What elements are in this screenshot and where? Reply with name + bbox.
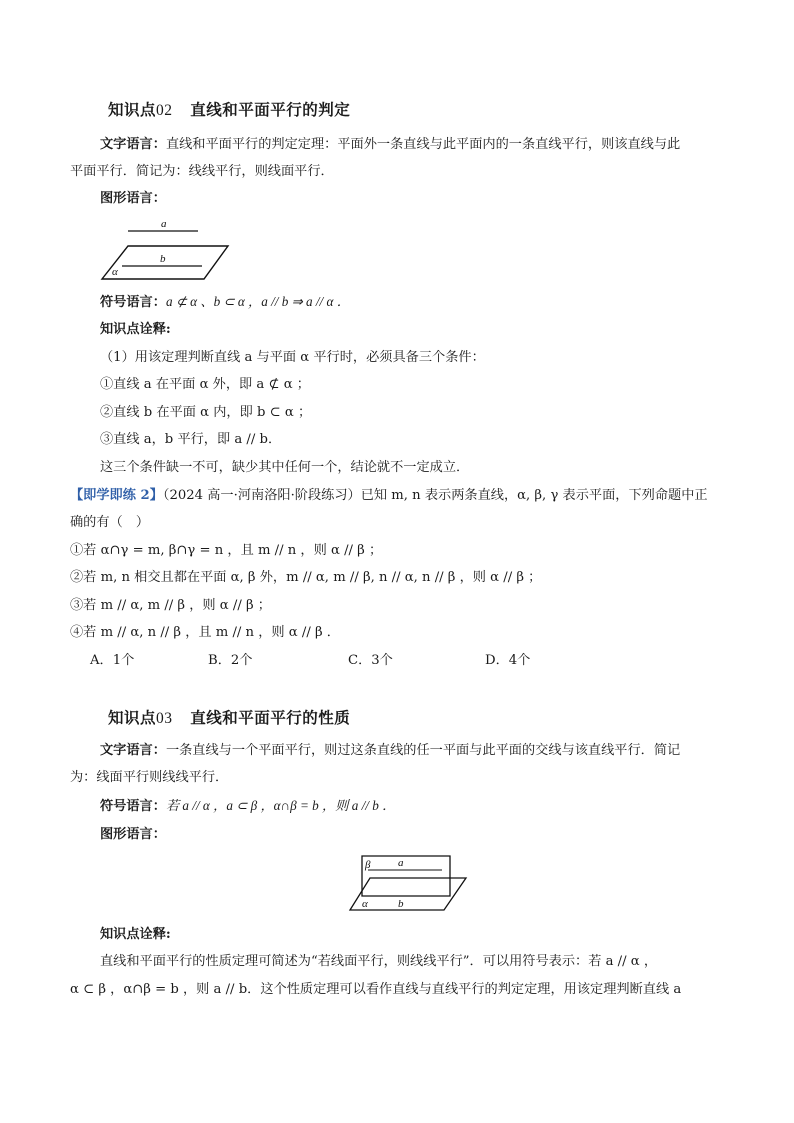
line-plane-parallel-figure: [100, 212, 230, 284]
text-language-line1: [100, 136, 680, 153]
explanation-label: 知识点诠释:: [100, 927, 171, 942]
choice-a: A．1个: [90, 653, 135, 668]
condition-3: ③直线 a，b 平行，即 a // b．: [100, 432, 282, 447]
exercise-option-4: ④若 m // α, n // β ，且 m // n ，则 α // β ．: [70, 625, 340, 640]
label-a: a: [161, 218, 167, 230]
symbol-language-label: 符号语言：: [100, 799, 166, 814]
label-b: b: [160, 253, 166, 265]
text-language-line2: 平面平行．简记为：线线平行，则线面平行．: [70, 164, 334, 179]
text-language-line1: [100, 742, 680, 759]
heading-prefix: 知识点: [108, 708, 157, 727]
plane-intersection-figure: [348, 850, 468, 914]
heading-prefix: 知识点: [108, 100, 157, 119]
text-language-content: 直线和平面平行的判定定理：平面外一条直线与此平面内的一条直线平行，则该直线与此: [165, 137, 681, 152]
choice-b: B．2个: [208, 653, 253, 668]
explanation-line1: （1）用该定理判断直线 a 与平面 α 平行时，必须具备三个条件：: [100, 350, 485, 365]
exercise-line1: [70, 487, 708, 504]
heading-title: 直线和平面平行的判定: [190, 100, 351, 119]
exercise-stem: （2024 高一·河南洛阳·阶段练习）已知 m, n 表示两条直线，α, β, γ 表示平面，下列命题中正: [162, 488, 708, 503]
exercise-line2: 确的有（ ）: [70, 515, 150, 530]
section-heading-02: [108, 98, 350, 120]
exercise-option-3: ③若 m // α, m // β ，则 α // β ；: [70, 598, 271, 613]
plane-beta: [362, 856, 450, 896]
symbol-language: [100, 797, 395, 815]
figure-language-label: 图形语言：: [100, 827, 166, 842]
condition-1: ①直线 a 在平面 α 外，即 a ⊄ α ；: [100, 377, 310, 392]
exercise-option-1: ①若 α∩γ = m, β∩γ = n ，且 m // n ，则 α // β ；: [70, 543, 383, 558]
explanation-line1: 直线和平面平行的性质定理可简述为“若线面平行，则线线平行”．可以用符号表示：若 a // α ，: [100, 954, 658, 969]
symbol-language-content: 若 a // α ，a ⊂ β ，α∩β = b ，则 a // b ．: [165, 798, 396, 813]
choice-d: D．4个: [485, 653, 531, 668]
label-alpha: α: [112, 266, 118, 278]
text-language-label: 文字语言：: [100, 137, 166, 152]
text-language-content: 一条直线与一个平面平行，则过这条直线的任一平面与此平面的交线与该直线平行．简记: [165, 743, 681, 758]
heading-number: 03: [156, 710, 173, 727]
text-language-line2: 为：线面平行则线线平行．: [70, 770, 229, 785]
label-b: b: [398, 898, 404, 910]
exercise-option-2: ②若 m, n 相交且都在平面 α, β 外，m // α, m // β, n // α, n // β ，则 α // β ；: [70, 570, 542, 585]
symbol-language: [100, 293, 350, 311]
symbol-language-content: a ⊄ α 、b ⊂ α ，a // b ⇒ a // α ．: [165, 294, 350, 309]
exercise-tag: 【即学即练 2】: [70, 488, 163, 503]
heading-title: 直线和平面平行的性质: [190, 708, 351, 727]
explanation-line2: α ⊂ β ，α∩β = b ，则 a // b．这个性质定理可以看作直线与直线平行的判定定理，用该定理判断直线 a: [70, 982, 682, 997]
explanation-label: 知识点诠释:: [100, 322, 171, 337]
text-language-label: 文字语言：: [100, 743, 166, 758]
choice-c: C．3个: [348, 653, 393, 668]
figure-language-label: 图形语言：: [100, 191, 166, 206]
condition-2: ②直线 b 在平面 α 内，即 b ⊂ α ；: [100, 405, 312, 420]
symbol-language-label: 符号语言：: [100, 295, 166, 310]
conditions-summary: 这三个条件缺一不可，缺少其中任何一个，结论就不一定成立．: [100, 460, 470, 475]
section-heading-03: [108, 706, 350, 728]
label-a: a: [398, 857, 404, 869]
label-beta: β: [365, 859, 371, 871]
heading-number: 02: [156, 102, 173, 119]
label-alpha: α: [362, 898, 368, 910]
